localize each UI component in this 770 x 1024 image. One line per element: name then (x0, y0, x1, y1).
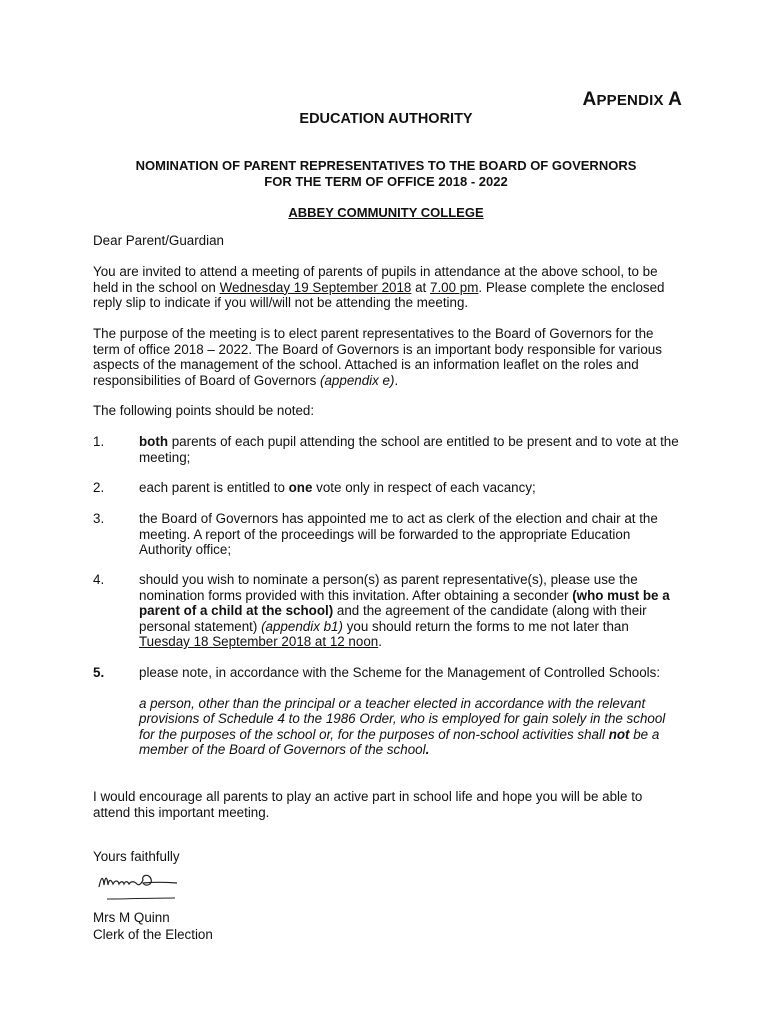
return-deadline: Tuesday 18 September 2018 at 12 noon (139, 634, 379, 649)
points-intro: The following points should be noted: (93, 403, 315, 418)
item-text: both parents of each pupil attending the school are entitled to be present and to vote at the meeting; (139, 434, 679, 465)
item-number: 2. (93, 480, 105, 495)
appendix-e-reference: (appendix e) (320, 372, 395, 388)
item-number: 1. (93, 434, 105, 449)
item-text: please note, in accordance with the Scheme for the Management of Controlled Schools: a person, other than the principal or a teacher elected in accordance with the relevant provisions of Schedule 4 to the 1986 Order, who is employed for gain solely in the school for the purposes of the school or, for the purposes of non-school activities shall not be a member of the Board of Governors of the school. (139, 665, 679, 758)
signer-title: Clerk of the Election (93, 927, 213, 942)
appendix-heading (382, 89, 682, 111)
item-text: each parent is entitled to one vote only in respect of each vacancy; (139, 480, 536, 495)
nomination-line-2: FOR THE TERM OF OFFICE 2018 - 2022 (264, 174, 508, 189)
nomination-line-1: NOMINATION OF PARENT REPRESENTATIVES TO THE BOARD OF GOVERNORS (135, 158, 637, 173)
purpose-paragraph: The purpose of the meeting is to elect parent representatives to the Board of Governors for the term of office 2018 – 2022. The Board of Governors is an important body responsible for various aspects of the management of the school. Attached is an information leaflet on the roles and responsibilities of Board of Governors (appendix e). (93, 326, 662, 388)
scheme-quote: a person, other than the principal or a teacher elected in accordance with the relevant provisions of Schedule 4 to the 1986 Order, who is employed for gain solely in the school for the purposes of the school or, for the purposes of non-school activities shall not be a member of the Board of Governors of the school. (139, 695, 666, 757)
item-number: 3. (93, 511, 105, 526)
appendix-letter: A (668, 89, 682, 110)
nomination-heading (93, 158, 679, 190)
closing-paragraph: I would encourage all parents to play an active part in school life and hope you will be able to attend this important meeting. (93, 789, 643, 820)
meeting-time: 7.00 pm (430, 279, 479, 295)
item-text: the Board of Governors has appointed me to act as clerk of the election and chair at the meeting. A report of the proceedings will be forwarded to the appropriate Education Authority office; (139, 511, 658, 557)
item-number: 5. (93, 665, 105, 680)
intro-paragraph: You are invited to attend a meeting of parents of pupils in attendance at the above school, to be held in the school on Wednesday 19 September 2018 at 7.00 pm. Please complete the enclosed reply slip to indicate if you will/will not be attending the meeting. (93, 264, 665, 310)
authority-heading: EDUCATION AUTHORITY (299, 111, 473, 127)
signature-image (93, 863, 185, 909)
appendix-initial: A (582, 89, 597, 110)
item-text: should you wish to nominate a person(s) as parent representative(s), please use the nomination forms provided with this invitation. After obtaining a seconder (who must be a parent of a child at the school) and the agreement of the candidate (along with their personal statement) (appendix b1) you should return the forms to me not later than Tuesday 18 September 2018 at 12 noon. (139, 572, 670, 649)
item-number: 4. (93, 572, 105, 587)
college-heading: ABBEY COMMUNITY COLLEGE (288, 205, 484, 220)
meeting-date: Wednesday 19 September 2018 (219, 279, 412, 295)
appendix-word: PPENDIX (596, 92, 664, 109)
salutation: Dear Parent/Guardian (93, 233, 225, 248)
sign-off: Yours faithfully (93, 849, 180, 864)
signer-name: Mrs M Quinn (93, 910, 170, 925)
